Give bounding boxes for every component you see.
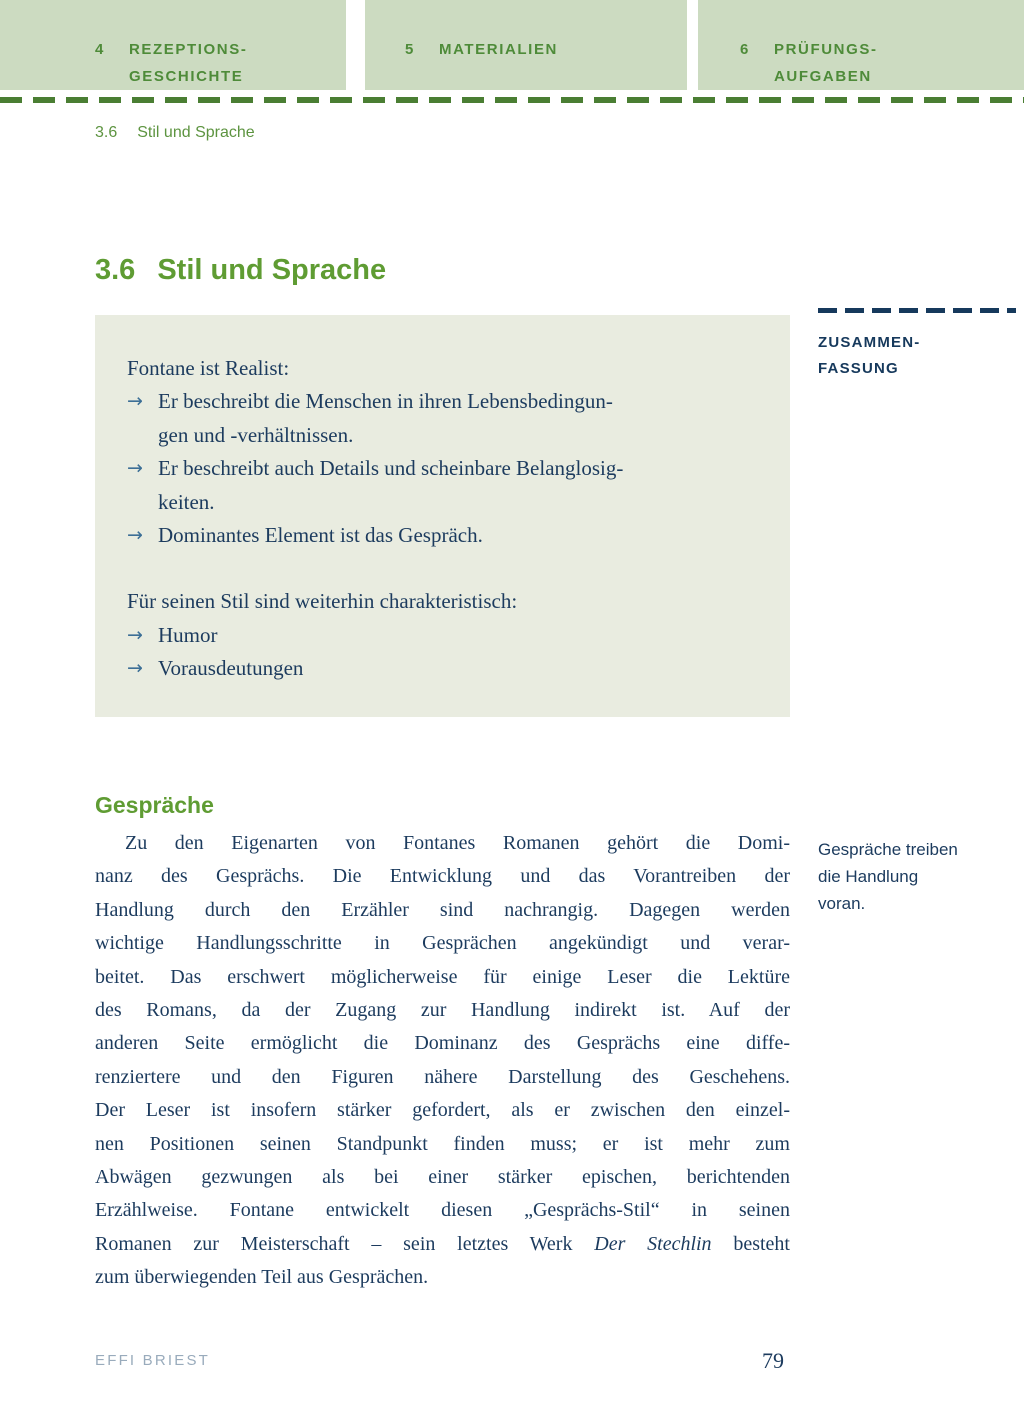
body-line: Erzählweise. Fontane entwickelt diesen „Gesprächs-Stil“ in seinen <box>95 1199 790 1222</box>
breadcrumb-number: 3.6 <box>95 124 118 141</box>
body-paragraph <box>95 827 790 1295</box>
body-line: zum überwiegenden Teil aus Gesprächen. <box>95 1266 429 1289</box>
body-line-segment: besteht <box>711 1232 790 1255</box>
summary-item <box>127 385 766 452</box>
tab-number: 5 <box>405 41 415 58</box>
summary-item-text: keiten. <box>158 489 215 514</box>
summary-item-text: Er beschreibt auch Details und scheinbare Belanglosig- <box>158 456 624 481</box>
zusammenfassung-label-line: FASSUNG <box>818 360 899 377</box>
margin-note <box>818 836 1018 917</box>
summary-intro: Für seinen Stil sind weiterhin charakteristisch: <box>127 589 518 614</box>
tab-label: GESCHICHTE <box>129 68 244 85</box>
summary-item-text: Humor <box>158 622 218 647</box>
arrow-icon: → <box>127 457 143 480</box>
body-line: nen Positionen seinen Standpunkt finden muss; er ist mehr zum <box>95 1132 790 1155</box>
header-tab-pruefungsaufgaben <box>698 0 1024 90</box>
body-line: des Romans, da der Zugang zur Handlung indirekt ist. Auf der <box>95 999 790 1022</box>
margin-dashed-divider <box>818 308 1016 313</box>
summary-item <box>127 452 766 519</box>
tab-number: 4 <box>95 41 105 58</box>
page-title-number: 3.6 <box>95 254 136 286</box>
section-heading-gespraeche: Gespräche <box>95 792 214 818</box>
body-line: Der Leser ist insofern stärker gefordert, als er zwischen den einzel- <box>95 1099 790 1122</box>
margin-note-line: Gespräche treiben <box>818 840 958 859</box>
breadcrumb <box>95 124 255 142</box>
body-line: nanz des Gesprächs. Die Entwicklung und das Vorantreiben der <box>95 865 790 888</box>
breadcrumb-title: Stil und Sprache <box>137 124 255 141</box>
summary-item <box>127 652 766 685</box>
arrow-icon: → <box>127 657 143 680</box>
body-line <box>95 1228 790 1261</box>
top-dashed-divider <box>0 97 1024 103</box>
margin-note-line: voran. <box>818 894 866 913</box>
summary-item-text: gen und -verhältnissen. <box>158 422 354 447</box>
page-number: 79 <box>762 1348 784 1373</box>
header-tab-rezeptionsgeschichte <box>0 0 346 90</box>
arrow-icon: → <box>127 524 143 547</box>
page-title-text: Stil und Sprache <box>157 254 387 286</box>
summary-intro: Fontane ist Realist: <box>127 356 290 380</box>
footer-book-title: EFFI BRIEST <box>95 1352 211 1369</box>
body-line: Zu den Eigenarten von Fontanes Romanen gehört die Domi- <box>125 832 790 854</box>
body-line: anderen Seite ermöglicht die Dominanz des Gesprächs eine diffe- <box>95 1032 790 1055</box>
arrow-icon: → <box>127 623 143 646</box>
header-tab-materialien <box>365 0 687 90</box>
margin-note-line: die Handlung <box>818 867 919 886</box>
summary-item-text: Dominantes Element ist das Gespräch. <box>158 523 483 548</box>
summary-item <box>127 619 766 652</box>
summary-box <box>95 315 790 717</box>
zusammenfassung-label-line: ZUSAMMEN- <box>818 334 921 351</box>
tab-label: MATERIALIEN <box>439 41 558 58</box>
summary-item-text: Vorausdeutungen <box>158 656 304 681</box>
page-title <box>95 254 386 287</box>
tab-label: PRÜFUNGS- <box>774 41 878 58</box>
body-line: beitet. Das erschwert möglicherweise für einige Leser die Lektüre <box>95 965 790 988</box>
body-line-segment: Romanen zur Meisterschaft – sein letztes Werk <box>95 1232 595 1255</box>
summary-item <box>127 519 766 552</box>
zusammenfassung-label <box>818 330 920 382</box>
tab-label: REZEPTIONS- <box>129 41 248 58</box>
body-line: wichtige Handlungsschritte in Gesprächen angekündigt und verar- <box>95 932 790 955</box>
tab-label: AUFGABEN <box>774 68 872 85</box>
arrow-icon: → <box>127 390 143 413</box>
body-line: renziertere und den Figuren nähere Darstellung des Geschehens. <box>95 1065 790 1088</box>
body-line: Abwägen gezwungen als bei einer stärker epischen, berichtenden <box>95 1166 790 1189</box>
book-title-italic: Der Stechlin <box>594 1232 712 1255</box>
body-line: Handlung durch den Erzähler sind nachrangig. Dagegen werden <box>95 898 790 921</box>
summary-item-text: Er beschreibt die Menschen in ihren Lebensbedingun- <box>158 389 613 414</box>
tab-number: 6 <box>740 41 750 58</box>
